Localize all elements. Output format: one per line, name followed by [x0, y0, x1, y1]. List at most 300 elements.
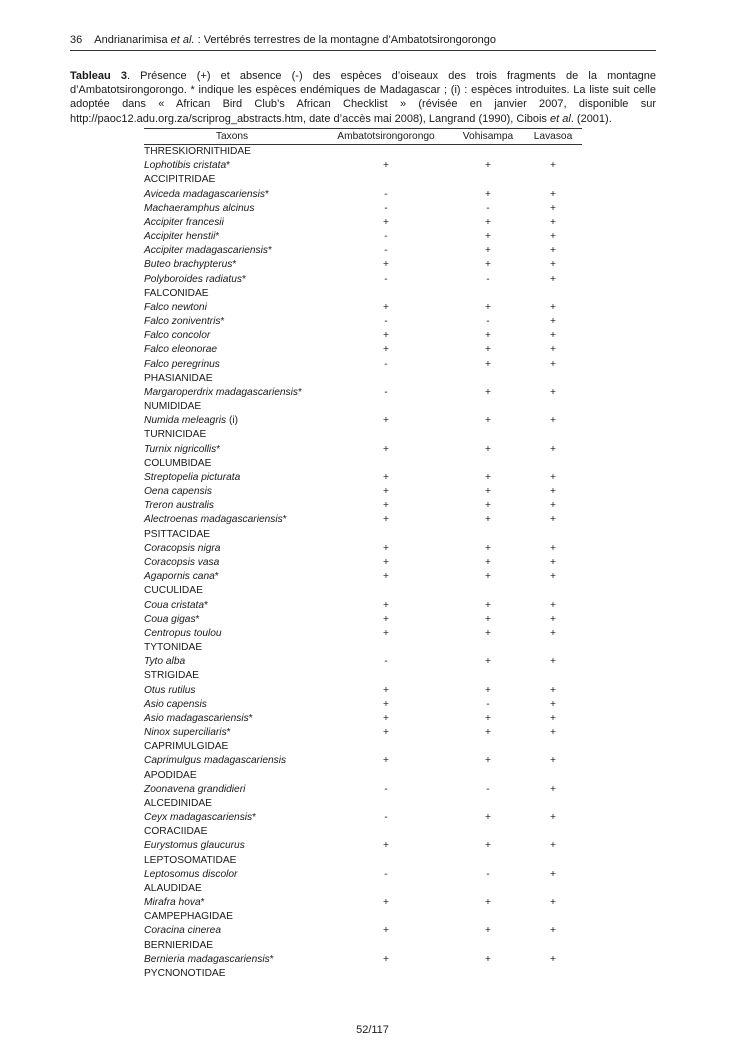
presence-lavasoa: +: [550, 613, 556, 625]
species-mark: *: [265, 188, 269, 200]
species-row: [144, 499, 582, 513]
species-cell: [144, 613, 320, 627]
presence-lavasoa: +: [550, 358, 556, 370]
running-header: [70, 33, 656, 47]
presence-vohisampa: +: [485, 514, 491, 526]
species-name: Caprimulgus madagascariensis: [144, 755, 287, 767]
species-cell: [144, 726, 320, 740]
species-name: Coua cristata: [144, 599, 205, 611]
species-cell: [144, 839, 320, 853]
species-row: [144, 556, 582, 570]
presence-vohisampa: +: [485, 755, 491, 767]
family-row: [144, 641, 582, 655]
species-row: [144, 712, 582, 726]
species-name: Alectroenas madagascariensis: [144, 514, 283, 526]
species-name: Treron australis: [144, 500, 215, 512]
presence-ambatotsirongorongo: +: [383, 542, 389, 554]
presence-ambatotsirongorongo: +: [383, 897, 389, 909]
species-cell: [144, 783, 320, 797]
family-row: [144, 528, 582, 542]
species-cell: [144, 811, 320, 825]
presence-lavasoa: +: [550, 868, 556, 880]
presence-lavasoa: +: [550, 755, 556, 767]
species-cell: [144, 570, 320, 584]
presence-ambatotsirongorongo: +: [383, 514, 389, 526]
species-name: Accipiter henstii: [144, 231, 216, 243]
species-name: Ceyx madagascariensis: [144, 812, 253, 824]
family-name: BERNIERIDAE: [144, 939, 214, 951]
species-row: [144, 358, 582, 372]
species-name: Polyboroides radiatus: [144, 273, 242, 285]
species-cell: [144, 924, 320, 938]
species-row: [144, 329, 582, 343]
species-name: Agapornis cana: [144, 571, 215, 583]
family-row: [144, 740, 582, 754]
presence-vohisampa: +: [485, 627, 491, 639]
species-mark: *: [195, 613, 200, 625]
presence-ambatotsirongorongo: +: [383, 160, 389, 172]
family-name: CAPRIMULGIDAE: [144, 741, 229, 753]
col-header-lavasoa: Lavasoa: [524, 129, 582, 145]
presence-vohisampa: +: [485, 486, 491, 498]
species-row: [144, 386, 582, 400]
species-mark: *: [282, 514, 287, 526]
presence-vohisampa: +: [485, 556, 491, 568]
family-name: PHASIANIDAE: [144, 372, 213, 384]
header-title: : Vertébrés terrestres de la montagne d’Ambatotsirongorongo: [194, 34, 496, 46]
species-row: [144, 471, 582, 485]
presence-vohisampa: +: [485, 727, 491, 739]
species-row: [144, 485, 582, 499]
family-name: LEPTOSOMATIDAE: [144, 854, 237, 866]
species-name: Otus rutilus: [144, 684, 196, 696]
species-name: Mirafra hova: [144, 897, 201, 909]
family-name: STRIGIDAE: [144, 670, 199, 682]
presence-ambatotsirongorongo: -: [384, 656, 388, 668]
presence-vohisampa: +: [485, 259, 491, 271]
species-cell: [144, 188, 320, 202]
presence-vohisampa: +: [485, 712, 491, 724]
species-mark: *: [215, 231, 220, 243]
presence-ambatotsirongorongo: +: [383, 556, 389, 568]
presence-ambatotsirongorongo: +: [383, 712, 389, 724]
presence-lavasoa: +: [550, 301, 556, 313]
species-cell: [144, 599, 320, 613]
presence-lavasoa: +: [550, 627, 556, 639]
family-name: NUMIDIDAE: [144, 401, 202, 413]
presence-ambatotsirongorongo: -: [384, 245, 388, 257]
species-cell: [144, 301, 320, 315]
species-name: Tyto alba: [144, 656, 186, 668]
family-name: COLUMBIDAE: [144, 457, 212, 469]
presence-ambatotsirongorongo: -: [384, 868, 388, 880]
family-row: [144, 173, 582, 187]
species-cell: [144, 443, 320, 457]
family-name: ALAUDIDAE: [144, 882, 202, 894]
species-cell: [144, 329, 320, 343]
presence-vohisampa: +: [485, 188, 491, 200]
family-name: PYCNONOTIDAE: [144, 967, 226, 979]
presence-lavasoa: +: [550, 202, 556, 214]
presence-ambatotsirongorongo: +: [383, 727, 389, 739]
species-row: [144, 839, 582, 853]
presence-ambatotsirongorongo: +: [383, 344, 389, 356]
presence-ambatotsirongorongo: +: [383, 599, 389, 611]
presence-ambatotsirongorongo: +: [383, 259, 389, 271]
presence-ambatotsirongorongo: -: [384, 273, 388, 285]
species-cell: [144, 414, 320, 428]
family-name: TURNICIDAE: [144, 429, 207, 441]
presence-vohisampa: +: [485, 500, 491, 512]
presence-lavasoa: +: [550, 542, 556, 554]
family-row: [144, 287, 582, 301]
species-name: Falco newtoni: [144, 301, 207, 313]
species-name: Accipiter francesii: [144, 216, 224, 228]
species-cell: [144, 159, 320, 173]
presence-lavasoa: +: [550, 698, 556, 710]
caption-etal: et al: [550, 112, 571, 125]
species-row: [144, 513, 582, 527]
presence-lavasoa: +: [550, 783, 556, 795]
species-mark: *: [204, 599, 208, 611]
species-name: Zoonavena grandidieri: [144, 783, 246, 795]
species-cell: [144, 273, 320, 287]
presence-vohisampa: +: [485, 925, 491, 937]
presence-lavasoa: +: [550, 330, 556, 342]
species-mark: *: [268, 245, 272, 257]
species-name: Oena capensis: [144, 486, 212, 498]
presence-lavasoa: +: [550, 316, 556, 328]
presence-ambatotsirongorongo: +: [383, 443, 389, 455]
presence-vohisampa: +: [485, 245, 491, 257]
species-cell: [144, 216, 320, 230]
species-name: Coracina cinerea: [144, 925, 222, 937]
family-name: APODIDAE: [144, 769, 197, 781]
presence-ambatotsirongorongo: +: [383, 953, 389, 965]
presence-ambatotsirongorongo: +: [383, 330, 389, 342]
species-cell: [144, 712, 320, 726]
header-etal: et al.: [170, 34, 195, 46]
presence-ambatotsirongorongo: +: [383, 698, 389, 710]
species-cell: [144, 953, 320, 967]
family-row: [144, 882, 582, 896]
presence-vohisampa: -: [486, 316, 490, 328]
species-name: Leptosomus discolor: [144, 868, 238, 880]
family-name: PSITTACIDAE: [144, 528, 211, 540]
col-header-ambatotsirongorongo: Ambatotsirongorongo: [320, 129, 452, 145]
species-cell: [144, 868, 320, 882]
family-row: [144, 457, 582, 471]
species-cell: [144, 542, 320, 556]
species-row: [144, 301, 582, 315]
species-mark: *: [269, 953, 274, 965]
species-cell: [144, 896, 320, 910]
family-row: [144, 797, 582, 811]
species-cell: [144, 202, 320, 216]
presence-lavasoa: +: [550, 443, 556, 455]
species-mark: *: [216, 443, 221, 455]
species-name: Lophotibis cristata: [144, 160, 227, 172]
page-number: 36: [70, 34, 83, 46]
species-name: Centropus toulou: [144, 627, 222, 639]
presence-vohisampa: -: [486, 868, 490, 880]
presence-vohisampa: +: [485, 301, 491, 313]
species-name: Buteo brachypterus: [144, 259, 233, 271]
caption-text: . Présence (+) et absence (-) des espèces d’oiseaux des trois fragments de la montagne d’Ambatotsirongorongo. * indique les espèces endémiques de Madagascar ; (i) : espèces introduites. La liste suit celle adoptée dans « African Bird Club’s African Checklist » (révisée en janvier 2007, disponible sur http://paoc12.adu.org.za/scriprog_abstracts.htm, date d’accès mai 2008), Langrand (1990), Cibois: [70, 70, 656, 125]
species-row: [144, 159, 582, 173]
species-row: [144, 698, 582, 712]
species-cell: [144, 754, 320, 768]
species-mark: *: [226, 160, 231, 172]
species-name: Bernieria madagascariensis: [144, 953, 270, 965]
presence-vohisampa: +: [485, 330, 491, 342]
presence-vohisampa: +: [485, 415, 491, 427]
species-row: [144, 783, 582, 797]
presence-ambatotsirongorongo: -: [384, 783, 388, 795]
species-row: [144, 684, 582, 698]
species-row: [144, 868, 582, 882]
presence-vohisampa: -: [486, 698, 490, 710]
species-mark: *: [226, 727, 231, 739]
presence-lavasoa: +: [550, 500, 556, 512]
presence-vohisampa: +: [485, 571, 491, 583]
presence-ambatotsirongorongo: +: [383, 500, 389, 512]
family-name: THRESKIORNITHIDAE: [144, 146, 251, 157]
presence-ambatotsirongorongo: +: [383, 755, 389, 767]
species-row: [144, 343, 582, 357]
family-name: TYTONIDAE: [144, 642, 203, 654]
species-name: Eurystomus glaucurus: [144, 840, 245, 852]
presence-vohisampa: +: [485, 443, 491, 455]
presence-lavasoa: +: [550, 812, 556, 824]
family-row: [144, 939, 582, 953]
presence-lavasoa: +: [550, 514, 556, 526]
species-cell: [144, 627, 320, 641]
species-name: Coracopsis nigra: [144, 542, 221, 554]
species-cell: [144, 513, 320, 527]
species-row: [144, 613, 582, 627]
presence-ambatotsirongorongo: +: [383, 415, 389, 427]
species-mark: *: [200, 897, 205, 909]
presence-ambatotsirongorongo: -: [384, 316, 388, 328]
presence-lavasoa: +: [550, 273, 556, 285]
presence-ambatotsirongorongo: +: [383, 840, 389, 852]
presence-lavasoa: +: [550, 953, 556, 965]
species-row: [144, 542, 582, 556]
table-header-row: [144, 129, 582, 145]
species-row: [144, 244, 582, 258]
presence-lavasoa: +: [550, 259, 556, 271]
species-mark: *: [232, 259, 237, 271]
species-table: [144, 128, 582, 981]
presence-vohisampa: +: [485, 386, 491, 398]
family-row: [144, 854, 582, 868]
family-name: CUCULIDAE: [144, 585, 203, 597]
species-row: [144, 216, 582, 230]
presence-vohisampa: +: [485, 216, 491, 228]
presence-vohisampa: +: [485, 684, 491, 696]
species-mark: *: [241, 273, 246, 285]
species-row: [144, 258, 582, 272]
presence-lavasoa: +: [550, 245, 556, 257]
presence-vohisampa: +: [485, 231, 491, 243]
col-header-taxons: Taxons: [144, 129, 320, 145]
species-row: [144, 570, 582, 584]
species-cell: [144, 485, 320, 499]
presence-ambatotsirongorongo: -: [384, 188, 388, 200]
species-name: Machaeramphus alcinus: [144, 202, 255, 214]
species-name: Falco peregrinus: [144, 358, 220, 370]
presence-vohisampa: +: [485, 840, 491, 852]
species-cell: [144, 244, 320, 258]
family-row: [144, 584, 582, 598]
species-name: Margaroperdrix madagascariensis: [144, 386, 299, 398]
species-row: [144, 811, 582, 825]
species-name: Coracopsis vasa: [144, 556, 220, 568]
presence-lavasoa: +: [550, 216, 556, 228]
species-cell: [144, 499, 320, 513]
presence-ambatotsirongorongo: +: [383, 301, 389, 313]
species-mark: *: [298, 386, 302, 398]
presence-lavasoa: +: [550, 556, 556, 568]
species-cell: [144, 471, 320, 485]
species-mark: *: [248, 712, 253, 724]
presence-vohisampa: +: [485, 344, 491, 356]
presence-vohisampa: +: [485, 471, 491, 483]
table-caption: [70, 69, 656, 126]
family-row: [144, 910, 582, 924]
species-row: [144, 443, 582, 457]
presence-lavasoa: +: [550, 712, 556, 724]
presence-lavasoa: +: [550, 386, 556, 398]
family-row: [144, 145, 582, 160]
species-row: [144, 924, 582, 938]
species-row: [144, 754, 582, 768]
species-row: [144, 599, 582, 613]
presence-lavasoa: +: [550, 486, 556, 498]
presence-lavasoa: +: [550, 599, 556, 611]
presence-lavasoa: +: [550, 840, 556, 852]
species-cell: [144, 358, 320, 372]
presence-vohisampa: +: [485, 613, 491, 625]
presence-ambatotsirongorongo: -: [384, 812, 388, 824]
presence-vohisampa: +: [485, 599, 491, 611]
presence-vohisampa: +: [485, 953, 491, 965]
presence-vohisampa: -: [486, 273, 490, 285]
species-row: [144, 315, 582, 329]
presence-ambatotsirongorongo: +: [383, 613, 389, 625]
col-header-vohisampa: Vohisampa: [452, 129, 524, 145]
presence-ambatotsirongorongo: -: [384, 202, 388, 214]
family-name: CAMPEPHAGIDAE: [144, 911, 233, 923]
species-name: Asio madagascariensis: [144, 712, 249, 724]
presence-vohisampa: +: [485, 542, 491, 554]
species-name: Aviceda madagascariensis: [144, 188, 265, 200]
presence-ambatotsirongorongo: -: [384, 358, 388, 370]
species-name: Falco zoniventris: [144, 316, 221, 328]
species-name: Asio capensis: [144, 698, 207, 710]
family-row: [144, 372, 582, 386]
species-row: [144, 273, 582, 287]
species-row: [144, 726, 582, 740]
species-row: [144, 188, 582, 202]
family-row: [144, 669, 582, 683]
family-row: [144, 400, 582, 414]
presence-ambatotsirongorongo: +: [383, 486, 389, 498]
species-name: Streptopelia picturata: [144, 471, 241, 483]
species-row: [144, 414, 582, 428]
presence-ambatotsirongorongo: -: [384, 386, 388, 398]
presence-vohisampa: +: [485, 656, 491, 668]
species-mark: *: [214, 571, 219, 583]
presence-vohisampa: +: [485, 812, 491, 824]
species-cell: [144, 655, 320, 669]
species-cell: [144, 230, 320, 244]
presence-lavasoa: +: [550, 188, 556, 200]
presence-lavasoa: +: [550, 344, 556, 356]
species-cell: [144, 556, 320, 570]
species-cell: [144, 698, 320, 712]
presence-lavasoa: +: [550, 471, 556, 483]
presence-vohisampa: -: [486, 783, 490, 795]
species-name: Falco eleonorae: [144, 344, 218, 356]
caption-text-end: . (2001).: [570, 112, 612, 125]
species-name: Turnix nigricollis: [144, 443, 217, 455]
presence-ambatotsirongorongo: +: [383, 216, 389, 228]
presence-lavasoa: +: [550, 727, 556, 739]
family-name: ACCIPITRIDAE: [144, 174, 216, 186]
family-row: [144, 769, 582, 783]
presence-lavasoa: +: [550, 656, 556, 668]
table-body: [144, 145, 582, 982]
species-name: Numida meleagris: [144, 415, 227, 427]
presence-ambatotsirongorongo: +: [383, 471, 389, 483]
presence-ambatotsirongorongo: +: [383, 571, 389, 583]
page-footer: 52/117: [356, 1024, 389, 1036]
species-mark: *: [220, 316, 225, 328]
presence-vohisampa: +: [485, 160, 491, 172]
family-name: CORACIIDAE: [144, 826, 208, 838]
species-mark: (i): [226, 415, 238, 427]
species-mark: *: [252, 812, 257, 824]
family-name: ALCEDINIDAE: [144, 797, 212, 809]
presence-lavasoa: +: [550, 897, 556, 909]
family-name: FALCONIDAE: [144, 287, 209, 299]
family-row: [144, 967, 582, 981]
species-row: [144, 655, 582, 669]
presence-vohisampa: -: [486, 202, 490, 214]
species-name: Accipiter madagascariensis: [144, 245, 269, 257]
presence-vohisampa: +: [485, 897, 491, 909]
species-name: Falco concolor: [144, 330, 211, 342]
species-cell: [144, 343, 320, 357]
header-authors: Andrianarimisa: [94, 34, 171, 46]
species-row: [144, 202, 582, 216]
header-rule: [70, 50, 656, 51]
presence-lavasoa: +: [550, 231, 556, 243]
species-cell: [144, 386, 320, 400]
species-name: Coua gigas: [144, 613, 196, 625]
presence-vohisampa: +: [485, 358, 491, 370]
presence-lavasoa: +: [550, 925, 556, 937]
presence-lavasoa: +: [550, 415, 556, 427]
presence-lavasoa: +: [550, 160, 556, 172]
species-cell: [144, 684, 320, 698]
species-row: [144, 896, 582, 910]
presence-lavasoa: +: [550, 571, 556, 583]
species-name: Ninox superciliaris: [144, 727, 227, 739]
presence-ambatotsirongorongo: +: [383, 684, 389, 696]
